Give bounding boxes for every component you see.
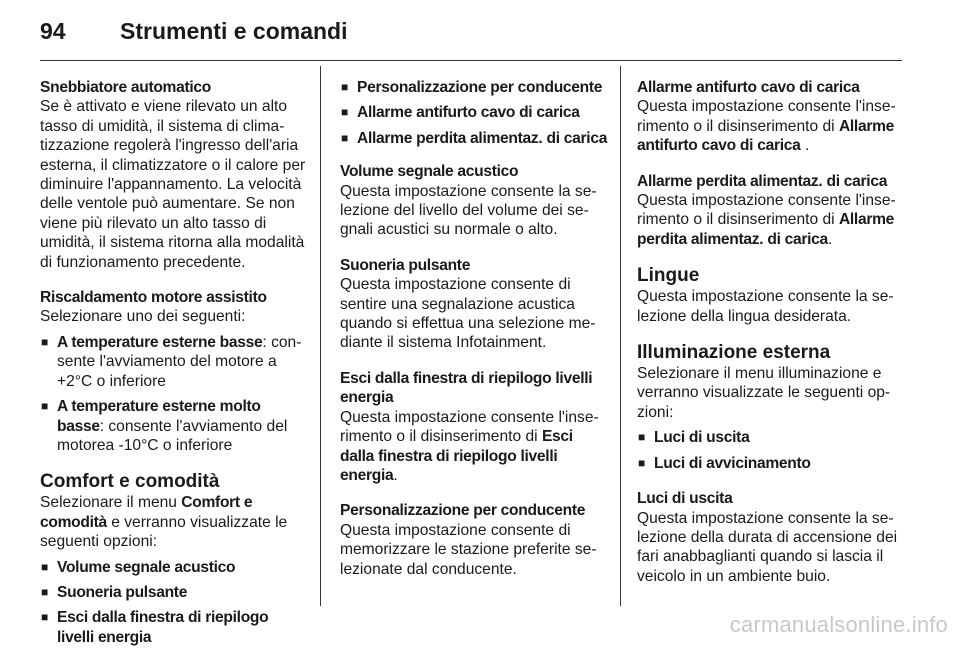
paragraph [637,97,907,155]
paragraph [637,191,907,249]
paragraph [340,408,608,486]
list-item [40,558,308,577]
option-desc: : consente l'avviamento del motore a +2°C o inferiore [57,333,302,390]
section-snebbiatore [40,78,308,272]
bullet-icon: ■ [638,455,645,470]
option-name: Volume segnale acustico [57,558,236,576]
option-name: Personalizzazione per conducente [357,79,603,96]
option-list [40,333,308,455]
column-divider [320,66,321,606]
text: Questa impostazione consente l'inserimento o il disinserimento di [637,192,896,229]
section-perdita [637,172,907,250]
bullet-icon: ■ [341,80,348,94]
page-number: 94 [40,18,66,44]
paragraph: Selezionare uno dei seguenti: [40,308,246,326]
text: e verranno visualizzate le seguenti opzioni: [40,513,288,551]
paragraph: Questa impostazione consente di memorizzare le stazione preferite selezionate dal conducente. [340,521,597,578]
section-suoneria [340,256,608,353]
subheading: Snebbiatore automatico [40,79,212,96]
menu-name: Comfort e comodità [40,494,253,531]
text: . [827,230,833,248]
section-heading: Lingue [637,265,700,287]
option-list [340,78,608,148]
subheading: Personalizzazione per conducente [340,502,586,520]
setting-name: Allarme perdita alimentaz. di carica [637,211,895,248]
paragraph: Questa impostazione consente la selezione della durata di accensione dei fari anabbaglianti quando si lascia il veicolo in un ambiente buio. [637,509,898,585]
text: Questa impostazione consente l'inserimento o il disinserimento di [340,408,599,446]
paragraph: Questa impostazione consente di sentire una segnalazione acustica quando si effettua una selezione mediante il sistema Infotainment. [340,276,596,352]
subheading: Allarme antifurto cavo di carica [637,79,860,96]
list-item [637,454,907,473]
watermark: carmanualsonline.info [729,612,948,637]
option-name: Allarme perdita alimentaz. di carica [357,129,608,147]
paragraph: Selezionare il menu illuminazione e verranno visualizzate le seguenti opzioni: [637,365,891,421]
text: . [800,137,810,155]
bullet-icon: ■ [341,105,348,120]
list-item [637,428,907,447]
list-item [340,103,608,122]
column-3 [637,78,907,586]
bullet-icon: ■ [41,334,49,349]
paragraph [40,493,308,551]
section-comfort [40,471,308,647]
text: Selezionare il menu [40,494,182,512]
bullet-icon: ■ [41,559,48,574]
page-header [40,14,902,61]
section-luci-uscita [637,489,907,586]
page-title: Strumenti e comandi [120,18,348,44]
option-name: Esci dalla finestra di riepilogo livelli energia [57,609,269,646]
bullet-icon: ■ [341,130,348,145]
option-name: Luci di uscita [654,429,750,447]
text: Questa impostazione consente l'inserimento o il disinserimento di [637,98,896,135]
column-2 [340,78,608,595]
list-item [40,583,308,602]
setting-name: Esci dalla finestra di riepilogo livelli energia [340,428,573,484]
bullet-icon: ■ [41,610,48,625]
subheading: Suoneria pulsante [340,256,471,274]
list-item [40,608,308,647]
bullet-icon: ■ [41,584,48,599]
paragraph: Questa impostazione consente la selezione della lingua desiderata. [637,288,894,325]
paragraph: Questa impostazione consente la selezione del livello del volume dei segnali acustici su normale o alto. [340,182,597,239]
section-illuminazione [637,342,907,473]
list-item [340,78,608,97]
paragraph: Se è attivato e viene rilevato un alto tasso di umidità, il sistema di climatizzazione regolerà l'ingresso dell'aria esterna, il climatizzatore o il calore per diminuire l'appannamento. La velocità delle ventole può aumentare. Se non viene più rilevato un alto tasso di umidità, il sistema ritorna alla modalità di funzionamento precedente. [40,98,306,271]
section-riscaldamento [40,288,308,455]
section-lingue [637,265,907,326]
section-heading: Comfort e comodità [40,471,220,493]
option-name: A temperature esterne molto basse [57,398,261,435]
option-list [40,558,308,648]
column-1 [40,78,308,653]
option-name: Luci di avvicinamento [654,454,811,472]
subheading: Riscaldamento motore assistito [40,289,267,307]
subheading: Allarme perdita alimentaz. di carica [637,172,888,190]
subheading: Esci dalla finestra di riepilogo livelli energia [340,369,593,407]
section-antifurto [637,78,907,156]
list-item [40,397,308,455]
list-item [340,129,608,148]
section-personalizzazione [340,501,608,579]
option-desc: : consente l'avviamento del motorea -10°C o inferiore [57,417,288,454]
bullet-icon: ■ [638,430,645,445]
text: . [393,466,398,484]
option-name: Suoneria pulsante [57,583,188,601]
section-esci [340,369,608,485]
option-name: Allarme antifurto cavo di carica [357,104,580,122]
option-name: A temperature esterne basse [57,333,263,351]
section-volume [340,162,608,240]
bullet-icon: ■ [41,399,49,414]
list-item [40,333,308,391]
column-divider [620,66,621,606]
subheading: Luci di uscita [637,490,733,508]
setting-name: Allarme antifurto cavo di carica [637,117,895,155]
subheading: Volume segnale acustico [340,163,519,181]
option-list [637,428,907,473]
section-heading: Illuminazione esterna [637,342,831,364]
